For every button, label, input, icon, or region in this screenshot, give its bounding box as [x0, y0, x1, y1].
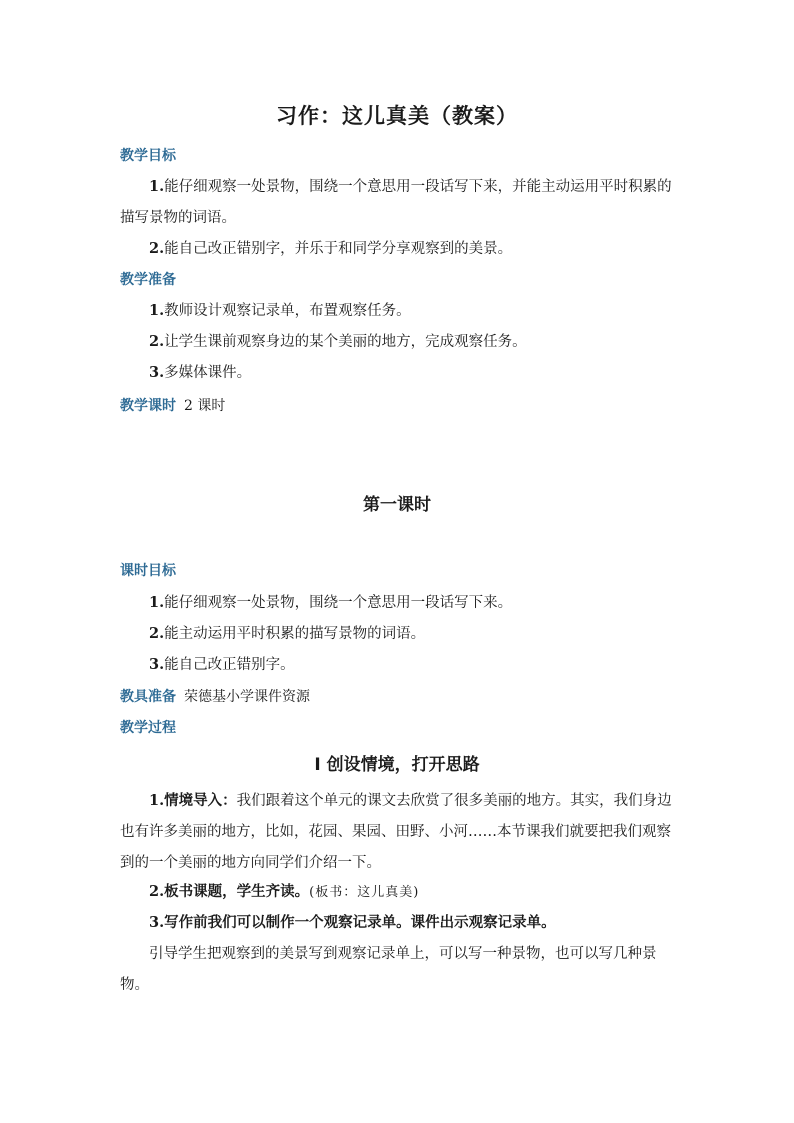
prep-heading: 教学准备: [120, 272, 176, 288]
prep-item-3-num: 3.: [149, 364, 165, 381]
process-heading: 教学过程: [120, 720, 176, 736]
goal-item-2-num: 2.: [149, 240, 165, 257]
lesson-goal-item-2-text: 能主动运用平时积累的描写景物的词语。: [164, 626, 426, 642]
process-para-4: [120, 939, 676, 1001]
lesson-goal-item-2: [120, 618, 676, 650]
prep-item-3-text: 多媒体课件。: [164, 365, 252, 381]
prep-item-1: [120, 295, 676, 327]
prep-item-3: [120, 357, 676, 389]
goal-item-2-text: 能自己改正错别字，并乐于和同学分享观察到的美景。: [164, 241, 513, 257]
hours-heading-label: 教学课时: [120, 398, 176, 414]
process-para-2-lead: 板书课题，学生齐读。: [164, 883, 310, 900]
hours-value: 2 课时: [184, 398, 226, 414]
lesson-goal-item-1-num: 1.: [149, 594, 165, 611]
process-para-3-num: 3.: [149, 914, 165, 931]
lesson-goal-item-1-text: 能仔细观察一处景物，围绕一个意思用一段话写下来。: [164, 595, 513, 611]
process-para-1-lead: 情境导入：: [164, 792, 237, 809]
tools-value: 荣德基小学课件资源: [184, 689, 310, 705]
part1-title: Ⅰ 创设情境，打开思路: [314, 755, 480, 775]
goal-item-2: [120, 233, 676, 265]
prep-item-2-text: 让学生课前观察身边的某个美丽的地方，完成观察任务。: [164, 334, 527, 350]
process-para-2-num: 2.: [149, 883, 165, 900]
lesson-goal-item-1: [120, 587, 676, 619]
process-para-3: [120, 907, 676, 938]
prep-item-1-text: 教师设计观察记录单，布置观察任务。: [164, 303, 411, 319]
prep-item-2: [120, 326, 676, 358]
goal-item-1-num: 1.: [149, 178, 165, 195]
lesson-goals-heading: 课时目标: [120, 563, 176, 579]
lesson-goal-item-3-num: 3.: [149, 656, 165, 673]
tools-heading: [120, 686, 310, 706]
document-title: 习作：这儿真美（教案）: [276, 104, 518, 128]
process-para-2: [120, 876, 676, 908]
tools-heading-label: 教具准备: [120, 689, 176, 705]
goals-heading: 教学目标: [120, 148, 176, 164]
lesson-goal-item-2-num: 2.: [149, 625, 165, 642]
process-para-3-text: 写作前我们可以制作一个观察记录单。课件出示观察记录单。: [164, 914, 556, 931]
prep-item-2-num: 2.: [149, 333, 165, 350]
prep-item-1-num: 1.: [149, 302, 165, 319]
goal-item-1: [120, 171, 676, 234]
lesson-goal-item-3: [120, 649, 676, 681]
lesson-goal-item-3-text: 能自己改正错别字。: [164, 657, 295, 673]
process-para-1-text: 我们跟着这个单元的课文去欣赏了很多美丽的地方。其实，我们身边也有许多美丽的地方，比如，花园、果园、田野、小河……本节课我们就要把我们观察到的一个美丽的地方向同学们介绍一下。: [120, 793, 672, 871]
process-para-1: [120, 785, 676, 879]
goal-item-1-text: 能仔细观察一处景物，围绕一个意思用一段话写下来，并能主动运用平时积累的描写景物的词语。: [120, 179, 672, 226]
lesson1-title: 第一课时: [363, 495, 431, 515]
board-note: (板书：这儿真美): [309, 885, 420, 900]
process-para-4-text: 引导学生把观察到的美景写到观察记录单上，可以写一种景物，也可以写几种景物。: [120, 946, 657, 993]
hours-heading: [120, 395, 225, 415]
process-para-1-num: 1.: [149, 792, 165, 809]
